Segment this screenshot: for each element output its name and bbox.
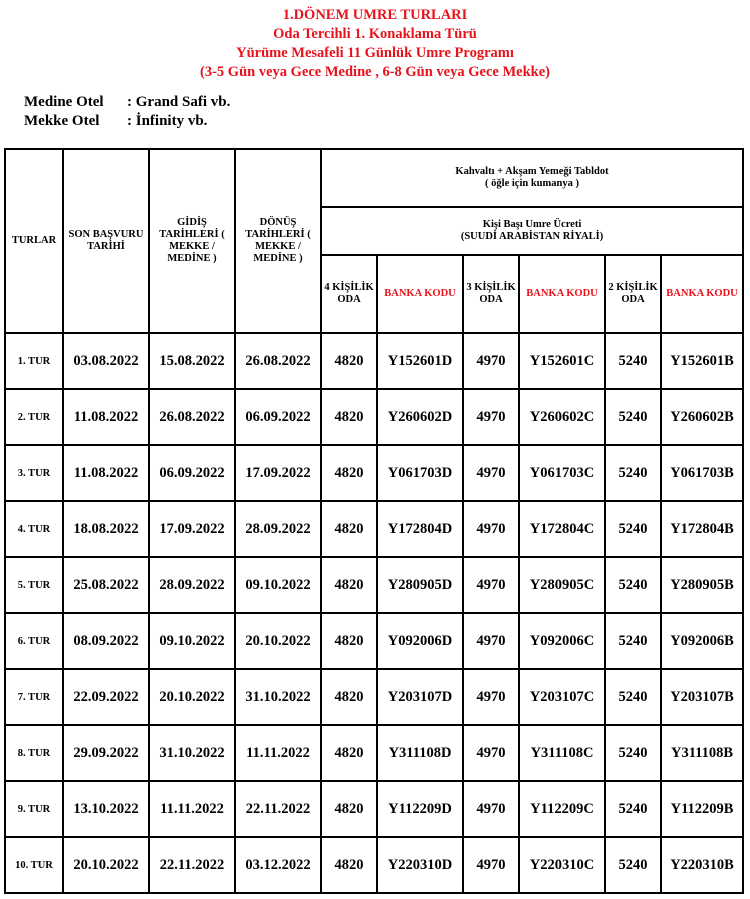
cell-price-3: 4970 <box>463 501 519 557</box>
cell-donus: 26.08.2022 <box>235 333 321 389</box>
cell-price-3: 4970 <box>463 389 519 445</box>
cell-bank-code-4: Y061703D <box>377 445 463 501</box>
cell-donus: 03.12.2022 <box>235 837 321 893</box>
cell-price-3: 4970 <box>463 445 519 501</box>
cell-gidis: 11.11.2022 <box>149 781 235 837</box>
cell-bank-code-3: Y152601C <box>519 333 605 389</box>
cell-bank-code-4: Y311108D <box>377 725 463 781</box>
cell-bank-code-2: Y152601B <box>661 333 743 389</box>
cell-son-basvuru: 20.10.2022 <box>63 837 149 893</box>
cell-price-3: 4970 <box>463 669 519 725</box>
cell-bank-code-2: Y112209B <box>661 781 743 837</box>
cell-gidis: 31.10.2022 <box>149 725 235 781</box>
table-row <box>5 445 743 501</box>
cell-bank-code-2: Y280905B <box>661 557 743 613</box>
cell-bank-code-2: Y092006B <box>661 613 743 669</box>
cell-donus: 28.09.2022 <box>235 501 321 557</box>
cell-price-4: 4820 <box>321 389 377 445</box>
table-row <box>5 837 743 893</box>
hotel-value: : Grand Safi vb. <box>127 94 231 110</box>
cell-son-basvuru: 29.09.2022 <box>63 725 149 781</box>
cell-donus: 22.11.2022 <box>235 781 321 837</box>
table-row <box>5 557 743 613</box>
cell-son-basvuru: 11.08.2022 <box>63 389 149 445</box>
cell-gidis: 26.08.2022 <box>149 389 235 445</box>
price-currency-label: (SUUDİ ARABİSTAN RİYALİ) <box>460 231 604 242</box>
cell-price-2: 5240 <box>605 389 661 445</box>
table-row <box>5 613 743 669</box>
header-bank-code: BANKA KODU <box>377 255 463 333</box>
header-bank-code: BANKA KODU <box>519 255 605 333</box>
cell-bank-code-3: Y112209C <box>519 781 605 837</box>
cell-tur: 7. TUR <box>5 669 63 725</box>
cell-price-2: 5240 <box>605 557 661 613</box>
cell-bank-code-4: Y112209D <box>377 781 463 837</box>
cell-bank-code-4: Y280905D <box>377 557 463 613</box>
cell-son-basvuru: 25.08.2022 <box>63 557 149 613</box>
price-label: Kişi Başı Umre Ücreti <box>482 219 582 230</box>
tour-rows <box>5 333 743 893</box>
cell-bank-code-3: Y311108C <box>519 725 605 781</box>
header-meal <box>321 149 743 207</box>
hotel-row-mekke <box>24 112 230 131</box>
cell-price-4: 4820 <box>321 333 377 389</box>
cell-bank-code-3: Y220310C <box>519 837 605 893</box>
header-subtitle-room: Oda Tercihli 1. Konaklama Türü <box>273 26 477 42</box>
cell-donus: 17.09.2022 <box>235 445 321 501</box>
cell-gidis: 20.10.2022 <box>149 669 235 725</box>
cell-bank-code-2: Y203107B <box>661 669 743 725</box>
cell-son-basvuru: 11.08.2022 <box>63 445 149 501</box>
cell-son-basvuru: 22.09.2022 <box>63 669 149 725</box>
hotel-row-medine <box>24 93 230 112</box>
cell-price-3: 4970 <box>463 613 519 669</box>
cell-tur: 5. TUR <box>5 557 63 613</box>
tour-schedule-table <box>4 148 744 894</box>
cell-price-4: 4820 <box>321 613 377 669</box>
cell-bank-code-3: Y172804C <box>519 501 605 557</box>
cell-bank-code-4: Y152601D <box>377 333 463 389</box>
cell-bank-code-3: Y260602C <box>519 389 605 445</box>
cell-price-3: 4970 <box>463 333 519 389</box>
meal-label: Kahvaltı + Akşam Yemeği Tabldot <box>455 166 609 177</box>
meal-sub-label: ( öğle için kumanya ) <box>485 178 579 189</box>
cell-bank-code-2: Y172804B <box>661 501 743 557</box>
header-subtitle-nights: (3-5 Gün veya Gece Medine , 6-8 Gün veya Gece Mekke) <box>200 64 550 80</box>
header-room-4: 4 KİŞİLİK ODA <box>321 255 377 333</box>
cell-price-4: 4820 <box>321 725 377 781</box>
cell-bank-code-3: Y092006C <box>519 613 605 669</box>
header-room-3: 3 KİŞİLİK ODA <box>463 255 519 333</box>
cell-bank-code-2: Y061703B <box>661 445 743 501</box>
cell-price-4: 4820 <box>321 781 377 837</box>
cell-price-3: 4970 <box>463 725 519 781</box>
cell-price-4: 4820 <box>321 669 377 725</box>
cell-price-2: 5240 <box>605 725 661 781</box>
cell-gidis: 09.10.2022 <box>149 613 235 669</box>
cell-gidis: 17.09.2022 <box>149 501 235 557</box>
cell-tur: 6. TUR <box>5 613 63 669</box>
header-son-basvuru: SON BAŞVURU TARİHİ <box>63 149 149 333</box>
cell-donus: 06.09.2022 <box>235 389 321 445</box>
cell-bank-code-2: Y260602B <box>661 389 743 445</box>
cell-price-4: 4820 <box>321 837 377 893</box>
header-room-2: 2 KİŞİLİK ODA <box>605 255 661 333</box>
header-gidis: GİDİŞ TARİHLERİ ( MEKKE / MEDİNE ) <box>149 149 235 333</box>
cell-tur: 8. TUR <box>5 725 63 781</box>
cell-donus: 31.10.2022 <box>235 669 321 725</box>
cell-bank-code-4: Y092006D <box>377 613 463 669</box>
cell-price-4: 4820 <box>321 557 377 613</box>
table-row <box>5 781 743 837</box>
header-turlar: TURLAR <box>5 149 63 333</box>
cell-price-2: 5240 <box>605 669 661 725</box>
cell-son-basvuru: 03.08.2022 <box>63 333 149 389</box>
cell-tur: 4. TUR <box>5 501 63 557</box>
cell-bank-code-3: Y061703C <box>519 445 605 501</box>
cell-donus: 20.10.2022 <box>235 613 321 669</box>
cell-son-basvuru: 18.08.2022 <box>63 501 149 557</box>
document-header <box>0 6 750 82</box>
cell-tur: 2. TUR <box>5 389 63 445</box>
cell-bank-code-4: Y203107D <box>377 669 463 725</box>
cell-tur: 3. TUR <box>5 445 63 501</box>
cell-price-2: 5240 <box>605 501 661 557</box>
hotel-label: Medine Otel <box>24 94 104 110</box>
cell-donus: 11.11.2022 <box>235 725 321 781</box>
table-row <box>5 389 743 445</box>
cell-bank-code-4: Y220310D <box>377 837 463 893</box>
header-price <box>321 207 743 255</box>
cell-tur: 9. TUR <box>5 781 63 837</box>
table-row <box>5 669 743 725</box>
cell-son-basvuru: 13.10.2022 <box>63 781 149 837</box>
cell-price-2: 5240 <box>605 781 661 837</box>
cell-price-3: 4970 <box>463 557 519 613</box>
cell-bank-code-3: Y280905C <box>519 557 605 613</box>
cell-price-3: 4970 <box>463 781 519 837</box>
cell-price-2: 5240 <box>605 613 661 669</box>
header-donus: DÖNÜŞ TARİHLERİ ( MEKKE / MEDİNE ) <box>235 149 321 333</box>
cell-son-basvuru: 08.09.2022 <box>63 613 149 669</box>
hotel-label: Mekke Otel <box>24 113 100 129</box>
cell-price-4: 4820 <box>321 501 377 557</box>
cell-tur: 10. TUR <box>5 837 63 893</box>
cell-bank-code-3: Y203107C <box>519 669 605 725</box>
cell-price-2: 5240 <box>605 837 661 893</box>
cell-bank-code-4: Y260602D <box>377 389 463 445</box>
header-bank-code: BANKA KODU <box>661 255 743 333</box>
table-row <box>5 333 743 389</box>
cell-price-3: 4970 <box>463 837 519 893</box>
cell-gidis: 28.09.2022 <box>149 557 235 613</box>
table-row <box>5 501 743 557</box>
header-title: 1.DÖNEM UMRE TURLARI <box>282 7 468 23</box>
cell-bank-code-2: Y311108B <box>661 725 743 781</box>
cell-price-2: 5240 <box>605 333 661 389</box>
cell-gidis: 22.11.2022 <box>149 837 235 893</box>
cell-bank-code-4: Y172804D <box>377 501 463 557</box>
cell-bank-code-2: Y220310B <box>661 837 743 893</box>
hotel-value: : İnfinity vb. <box>127 113 208 129</box>
cell-gidis: 15.08.2022 <box>149 333 235 389</box>
hotel-info <box>24 93 230 131</box>
table-row <box>5 725 743 781</box>
header-subtitle-program: Yürüme Mesafeli 11 Günlük Umre Programı <box>236 45 514 61</box>
cell-tur: 1. TUR <box>5 333 63 389</box>
cell-price-4: 4820 <box>321 445 377 501</box>
cell-price-2: 5240 <box>605 445 661 501</box>
cell-donus: 09.10.2022 <box>235 557 321 613</box>
cell-gidis: 06.09.2022 <box>149 445 235 501</box>
